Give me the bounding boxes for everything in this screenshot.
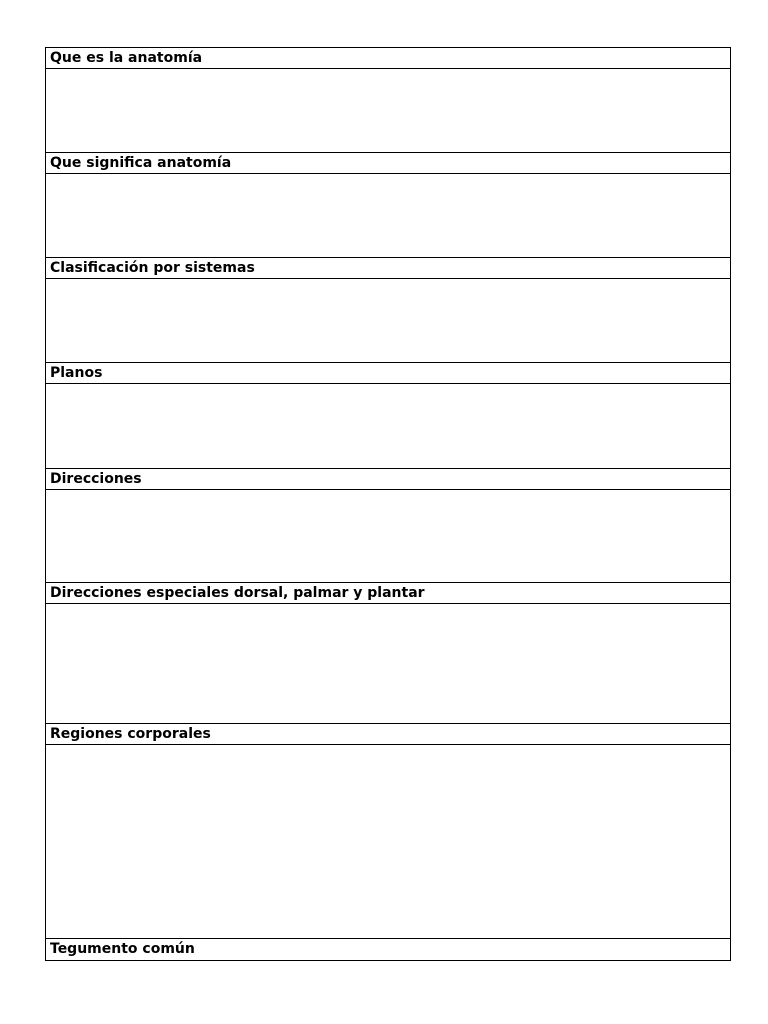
answer-box-clasificacion-por-sistemas[interactable] [46, 279, 730, 363]
section-header-direcciones: Direcciones [46, 469, 730, 490]
section-header-direcciones-especiales: Direcciones especiales dorsal, palmar y plantar [46, 583, 730, 604]
answer-box-direcciones-especiales[interactable] [46, 604, 730, 724]
answer-box-que-es-la-anatomia[interactable] [46, 69, 730, 153]
answer-box-planos[interactable] [46, 384, 730, 469]
anatomy-worksheet-table [45, 47, 731, 961]
section-header-planos: Planos [46, 363, 730, 384]
section-header-que-significa-anatomia: Que significa anatomía [46, 153, 730, 174]
answer-box-direcciones[interactable] [46, 490, 730, 583]
section-header-que-es-la-anatomia: Que es la anatomía [46, 48, 730, 69]
answer-box-que-significa-anatomia[interactable] [46, 174, 730, 258]
section-header-regiones-corporales: Regiones corporales [46, 724, 730, 745]
answer-box-regiones-corporales[interactable] [46, 745, 730, 939]
section-header-clasificacion-por-sistemas: Clasificación por sistemas [46, 258, 730, 279]
section-header-tegumento-comun: Tegumento común [50, 941, 195, 957]
